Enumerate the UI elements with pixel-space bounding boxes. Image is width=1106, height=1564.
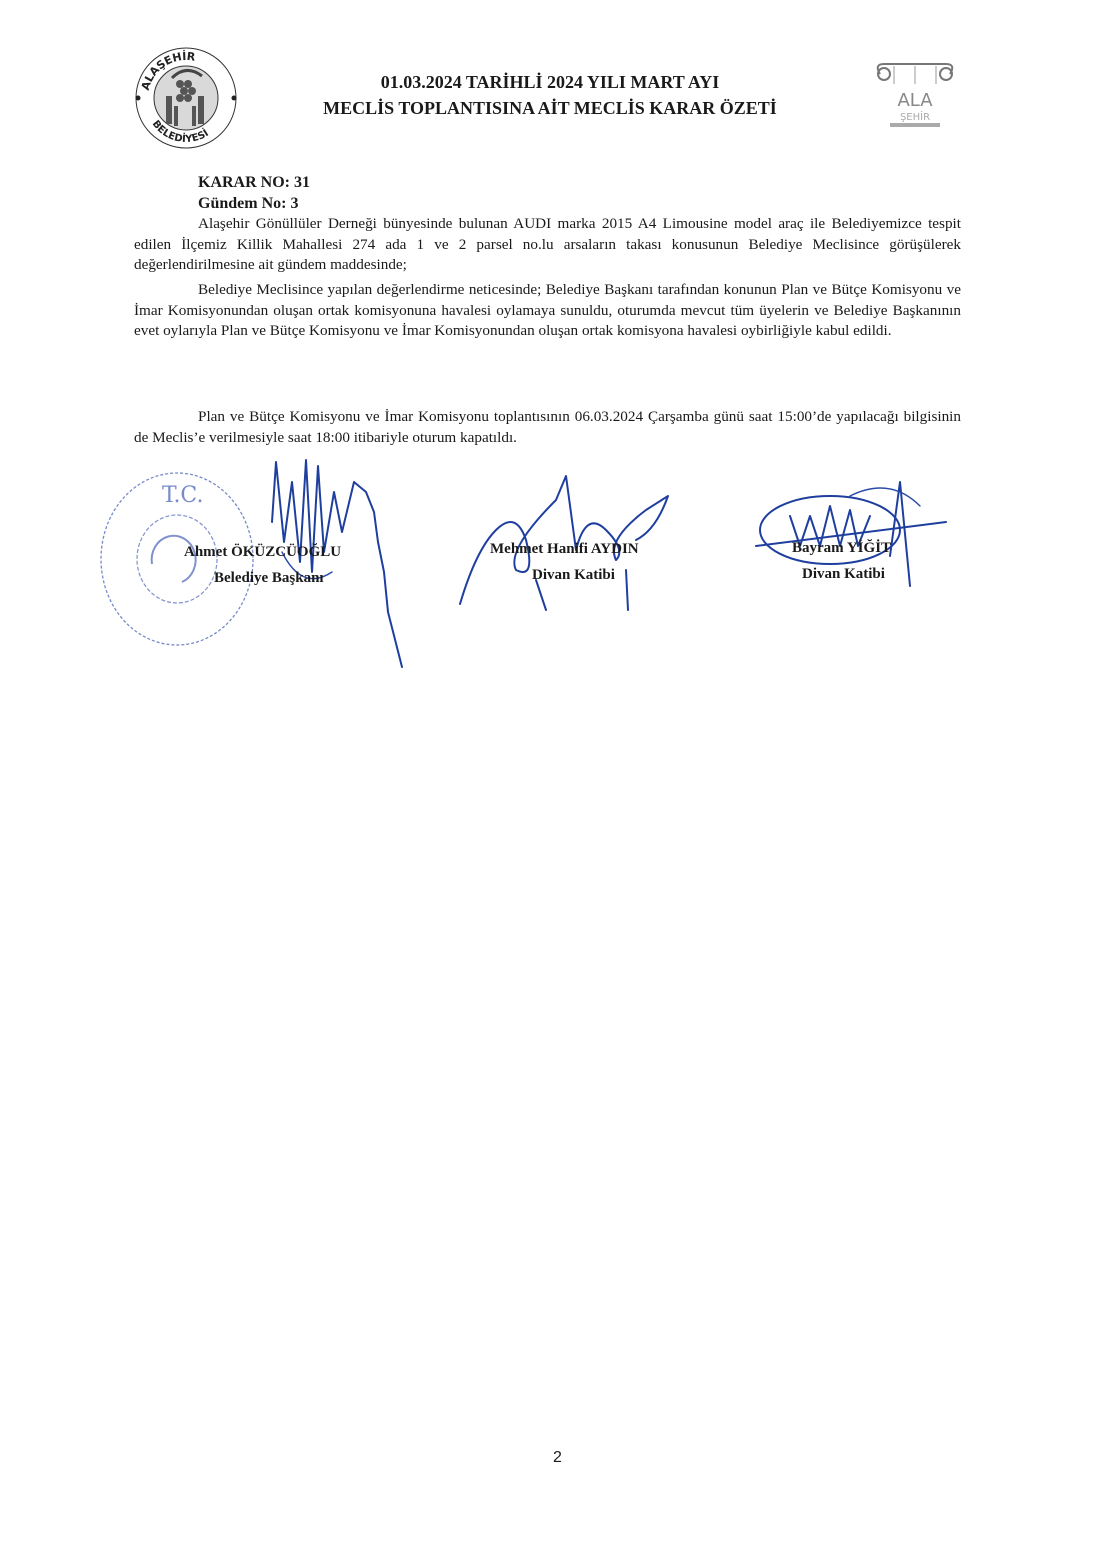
signature-name-2: Mehmet Hanifi AYDIN [490, 541, 639, 557]
svg-text:BELEDİYESİ: BELEDİYESİ [149, 118, 211, 146]
svg-text:ALAŞEHİR: ALAŞEHİR [138, 49, 196, 92]
column-logo-text: ALA [897, 90, 933, 111]
paragraph-2: Belediye Meclisince yapılan değerlendirme neticesinde; Belediye Başkanı tarafından konunun Plan ve Bütçe Komisyonu ve İmar Komisyonundan oluşan ortak komisyonuna havalesi oylamaya sunuldu, oturumda mevcut tüm üyelerin ve Belediye Başkanının evet oylarıyla Plan ve Bütçe Komisyonu ve İmar Komisyonundan oluşan ortak komisyona havalesi oybirliğiyle kabul edildi. [134, 281, 961, 339]
document-title-line1: 01.03.2024 TARİHLİ 2024 YILI MART AYI [380, 72, 720, 92]
signature-role-2: Divan Katibi [532, 567, 615, 583]
signature-role-1: Belediye Başkanı [214, 570, 324, 586]
gundem-no: Gündem No: 3 [198, 195, 299, 212]
signature-role-3: Divan Katibi [802, 566, 885, 582]
paragraph-3: Plan ve Bütçe Komisyonu ve İmar Komisyonu toplantısının 06.03.2024 Çarşamba günü saat 15:00’de yapılacağı bilgisinin de Meclis’e verilmesiyle saat 18:00 itibariyle oturum kapatıldı. [134, 408, 961, 446]
column-logo [872, 60, 958, 130]
signature-mark-1 [262, 452, 412, 672]
karar-no: KARAR NO: 31 [198, 174, 310, 191]
document-title-line2: MECLİS TOPLANTISINA AİT MECLİS KARAR ÖZETİ [323, 98, 777, 118]
page-number: 2 [553, 1449, 562, 1466]
svg-text:T.C.: T.C. [162, 483, 204, 508]
municipality-logo [132, 40, 240, 152]
paragraph-1: Alaşehir Gönüllüler Derneği bünyesinde bulunan AUDI marka 2015 A4 Limousine model araç ile Belediyemizce tespit edilen İlçemiz Killik Mahallesi 274 ada 1 ve 2 parsel no.lu arsaların takası konusunun Belediye Meclisince görüşülerek değerlendirilmesine ait gündem maddesinde; [134, 215, 961, 273]
signature-name-3: Bayram YİĞİT [792, 540, 892, 556]
signature-name-1: Ahmet ÖKÜZCÜOĞLU [184, 544, 342, 560]
column-logo-subtext: ŞEHİR [899, 112, 931, 123]
